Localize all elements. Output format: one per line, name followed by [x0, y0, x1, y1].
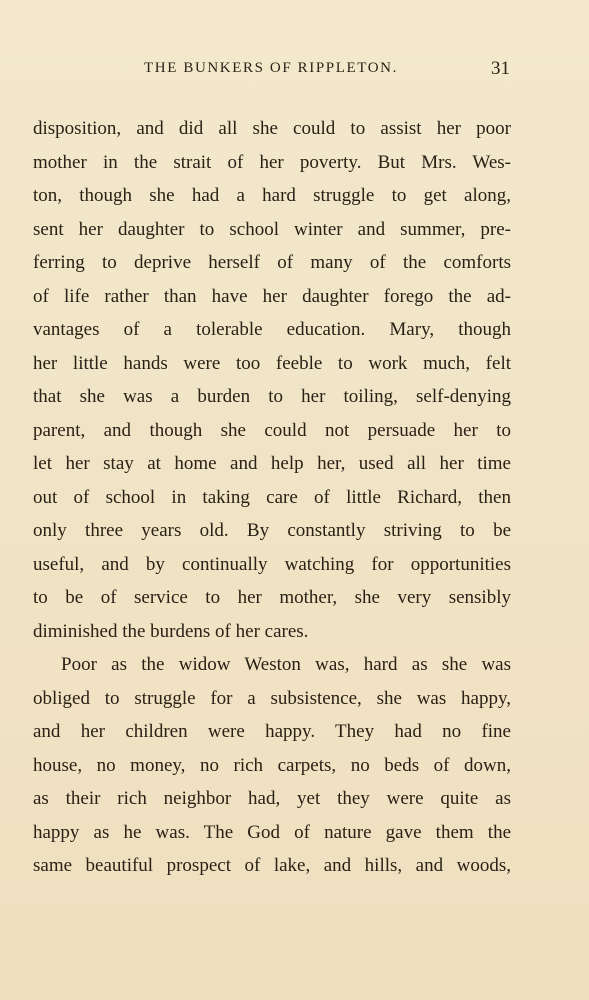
text-line: ton, though she had a hard struggle to get along,	[33, 185, 511, 206]
text-line: house, no money, no rich carpets, no beds of down,	[33, 754, 511, 776]
text-line: sent her daughter to school winter and summer, pre-	[33, 218, 511, 240]
text-line: mother in the strait of her poverty. But Mrs. Wes-	[33, 151, 511, 173]
text-line: disposition, and did all she could to assist her poor	[33, 118, 511, 139]
text-line: parent, and though she could not persuade her to	[33, 419, 511, 441]
body-text	[33, 112, 511, 883]
text-line: and her children were happy. They had no fine	[33, 721, 511, 742]
text-line: her little hands were too feeble to work much, felt	[33, 352, 511, 374]
text-line: as their rich neighbor had, yet they were quite as	[33, 788, 511, 809]
text-line: diminished the burdens of her cares.	[33, 620, 309, 642]
paragraph-2	[33, 648, 511, 883]
text-line: useful, and by continually watching for opportunities	[33, 553, 511, 575]
text-line: same beautiful prospect of lake, and hills, and woods,	[33, 855, 511, 876]
text-line: vantages of a tolerable education. Mary, though	[33, 319, 511, 340]
page-header	[32, 58, 510, 86]
page-number: 31	[491, 58, 510, 79]
text-line: out of school in taking care of little Richard, then	[33, 486, 511, 508]
text-line: of life rather than have her daughter forego the ad-	[33, 285, 511, 307]
text-line: obliged to struggle for a subsistence, she was happy,	[33, 687, 511, 709]
text-line: let her stay at home and help her, used all her time	[33, 453, 511, 474]
paragraph-1	[33, 112, 511, 648]
running-head: THE BUNKERS OF RIPPLETON.	[144, 60, 398, 76]
text-line: to be of service to her mother, she very sensibly	[33, 587, 511, 608]
text-line: that she was a burden to her toiling, self-denying	[33, 386, 511, 407]
text-line: ferring to deprive herself of many of the comforts	[33, 252, 511, 273]
text-line: only three years old. By constantly striving to be	[33, 520, 511, 541]
text-line: happy as he was. The God of nature gave them the	[33, 821, 511, 843]
text-line: Poor as the widow Weston was, hard as she was	[61, 654, 511, 675]
